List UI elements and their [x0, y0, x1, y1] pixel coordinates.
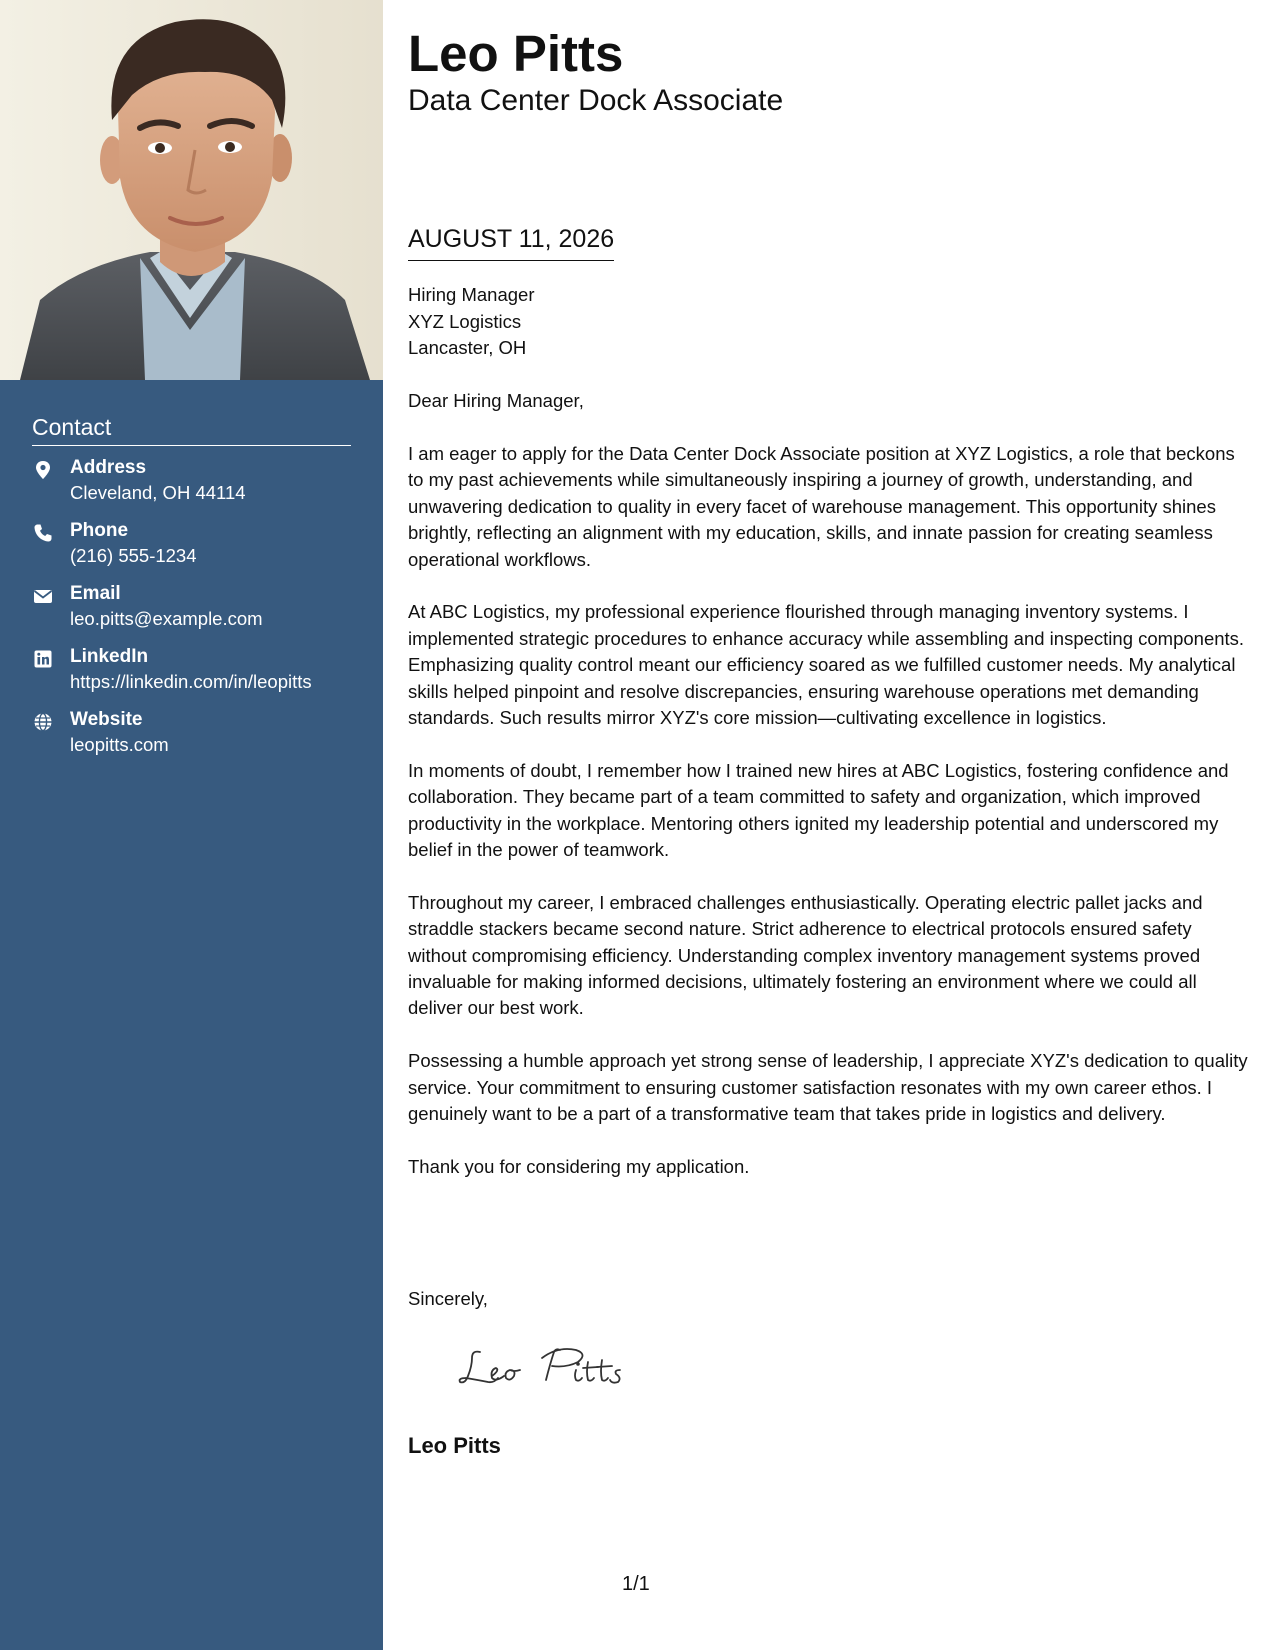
recipient-block: [408, 282, 534, 362]
closing: Sincerely,: [408, 1288, 488, 1309]
job-title: Data Center Dock Associate: [408, 84, 784, 117]
phone-value[interactable]: (216) 555-1234: [70, 545, 197, 566]
paragraph-3: In moments of doubt, I remember how I trained new hires at ABC Logistics, fostering confidence and collaboration. They became part of a team committed to safety and organization, which improved productivity in the workplace. Mentoring others ignited my leadership potential and underscored my belief in the power of teamwork.: [408, 759, 1229, 861]
envelope-icon: [33, 586, 53, 606]
recipient-title: Hiring Manager: [408, 284, 535, 305]
paragraph-6: Thank you for considering my application.: [408, 1155, 750, 1177]
paragraph-5: Possessing a humble approach yet strong sense of leadership, I appreciate XYZ's dedication to quality service. Your commitment to ensuring customer satisfaction resonates with my own career ethos. I genuinely want to be a part of a transformative team that takes pride in logistics and delivery.: [408, 1050, 1248, 1125]
map-pin-icon: [33, 460, 53, 480]
globe-icon: [33, 712, 53, 732]
email-label: Email: [70, 583, 121, 604]
profile-photo: [0, 0, 383, 380]
applicant-name: Leo Pitts: [408, 25, 624, 82]
paragraph-2: At ABC Logistics, my professional experience flourished through managing inventory systems. I implemented strategic procedures to enhance accuracy while assembling and inspecting components. Emphasizing quality control meant our efficiency soared as we fulfilled customer needs. My analytical skills helped pinpoint and resolve discrepancies, ensuring warehouse operations met demanding standards. Such results mirror XYZ's core mission—cultivating excellence in logistics.: [408, 601, 1245, 729]
address-label: Address: [70, 457, 147, 478]
website-value[interactable]: leopitts.com: [70, 734, 169, 755]
paragraph-4: Throughout my career, I embraced challenges enthusiastically. Operating electric pallet jacks and straddle stackers became second nature. Strict adherence to electrical protocols ensured safety without compromising efficiency. Understanding complex inventory management systems proved invaluable for making informed decisions, ultimately fostering an environment where we could all deliver our best work.: [408, 891, 1203, 1019]
linkedin-value[interactable]: https://linkedin.com/in/leopitts: [70, 671, 312, 692]
signature-image: [458, 1340, 628, 1394]
sidebar: [0, 0, 383, 1650]
email-value[interactable]: leo.pitts@example.com: [70, 608, 263, 629]
contact-item-address: [32, 456, 351, 519]
phone-label: Phone: [70, 520, 129, 541]
contact-item-email: [32, 582, 351, 645]
contact-item-website: [32, 708, 351, 771]
contact-heading: Contact: [32, 412, 351, 446]
phone-icon: [33, 523, 53, 543]
contact-item-phone: [32, 519, 351, 582]
linkedin-icon: [33, 649, 53, 669]
contact-section: [32, 412, 351, 771]
contact-item-linkedin: [32, 645, 351, 708]
signed-name: Leo Pitts: [408, 1433, 501, 1458]
recipient-location: Lancaster, OH: [408, 337, 527, 358]
paragraph-1: I am eager to apply for the Data Center Dock Associate position at XYZ Logistics, a role that beckons to my past achievements while simultaneously inspiring a journey of growth, understanding, and unwavering dedication to quality in every facet of warehouse management. This opportunity shines brightly, reflecting an alignment with my education, skills, and innate passion for creating seamless operational workflows.: [408, 443, 1235, 570]
address-value: Cleveland, OH 44114: [70, 482, 246, 503]
letter-date: AUGUST 11, 2026: [408, 223, 614, 261]
salutation: Dear Hiring Manager,: [408, 390, 584, 411]
website-label: Website: [70, 709, 143, 730]
recipient-company: XYZ Logistics: [408, 310, 522, 332]
linkedin-label: LinkedIn: [70, 646, 149, 667]
letter-body: [408, 441, 1253, 1207]
page-number: 1/1: [622, 1573, 650, 1595]
